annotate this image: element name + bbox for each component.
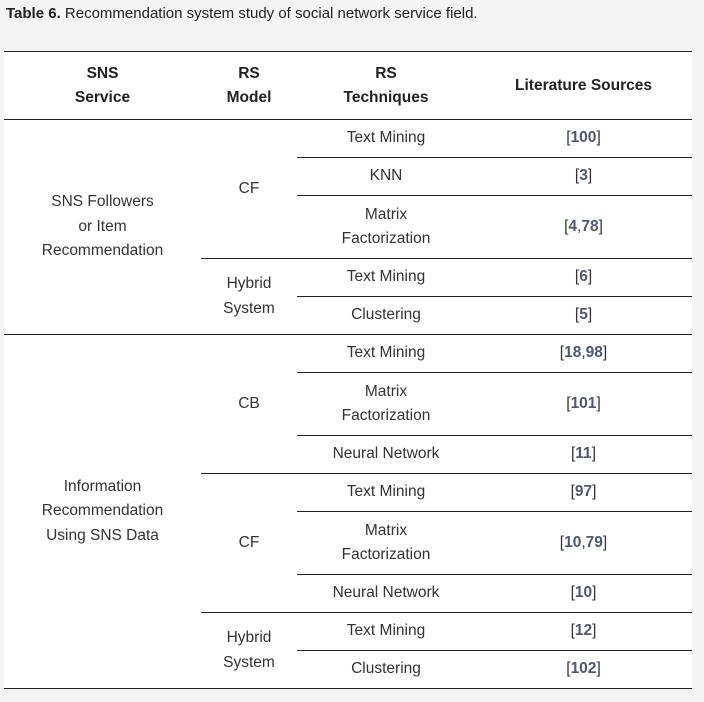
cell-literature-sources bbox=[475, 373, 692, 436]
model-line: System bbox=[223, 653, 275, 671]
citation-link[interactable]: 98 bbox=[585, 344, 603, 362]
citation-link[interactable]: 5 bbox=[579, 306, 588, 324]
model-line: CF bbox=[238, 179, 260, 197]
citation-link[interactable]: 6 bbox=[579, 268, 588, 286]
bracket-close: ] bbox=[587, 306, 593, 324]
bracket-close: ] bbox=[591, 445, 596, 463]
table-caption-label: Table 6. bbox=[6, 5, 61, 22]
citation-link[interactable]: 12 bbox=[574, 622, 593, 640]
service-line: or Item bbox=[78, 217, 127, 235]
bracket-close: ] bbox=[602, 533, 608, 551]
citation-link[interactable]: 4 bbox=[568, 217, 578, 235]
citation-link[interactable]: 11 bbox=[575, 445, 592, 463]
bracket-close: ] bbox=[598, 217, 603, 235]
header-rs-model bbox=[201, 52, 297, 120]
cell-rs-technique bbox=[297, 259, 475, 297]
header-line: Service bbox=[74, 88, 131, 106]
cell-rs-model bbox=[201, 120, 297, 259]
bracket-close: ] bbox=[602, 344, 608, 362]
technique-line: Text Mining bbox=[346, 622, 426, 640]
service-line: SNS Followers bbox=[51, 193, 154, 211]
technique-line: Neural Network bbox=[332, 445, 440, 463]
cell-rs-technique bbox=[297, 158, 475, 196]
header-row bbox=[4, 52, 692, 120]
bracket-open: [ bbox=[564, 217, 569, 235]
technique-line: Text Mining bbox=[346, 268, 426, 286]
technique-line: Text Mining bbox=[346, 483, 426, 501]
service-line: Using SNS Data bbox=[46, 526, 159, 544]
header-line: Model bbox=[226, 88, 272, 106]
table-caption-text: Recommendation system study of social network service field. bbox=[60, 5, 478, 22]
model-line: Hybrid bbox=[226, 629, 272, 646]
service-line: Information bbox=[63, 477, 142, 495]
technique-line: KNN bbox=[369, 167, 403, 185]
bracket-open: [ bbox=[574, 268, 580, 286]
citation-separator: , bbox=[581, 344, 586, 362]
model-line: CF bbox=[238, 533, 260, 551]
technique-line: Matrix bbox=[364, 382, 408, 400]
citation-link[interactable]: 97 bbox=[574, 483, 593, 501]
cell-literature-sources bbox=[475, 474, 692, 512]
cell-rs-model bbox=[201, 613, 297, 689]
cell-rs-model bbox=[201, 474, 297, 613]
cell-sns-service bbox=[4, 120, 201, 335]
citation-link[interactable]: 78 bbox=[581, 217, 599, 235]
bracket-open: [ bbox=[570, 622, 575, 640]
citation-link[interactable]: 18 bbox=[564, 344, 582, 362]
cell-literature-sources bbox=[475, 575, 692, 613]
citation-link[interactable]: 3 bbox=[579, 167, 588, 185]
citation-link[interactable]: 102 bbox=[570, 660, 597, 678]
cell-literature-sources bbox=[475, 259, 692, 297]
table-row bbox=[4, 335, 692, 373]
bracket-close: ] bbox=[587, 167, 593, 185]
header-line: Techniques bbox=[343, 88, 429, 106]
bracket-close: ] bbox=[592, 622, 597, 640]
bracket-close: ] bbox=[596, 660, 601, 678]
citation-link[interactable]: 101 bbox=[570, 394, 597, 412]
cell-literature-sources bbox=[475, 297, 692, 335]
bracket-close: ] bbox=[592, 483, 597, 501]
bracket-open: [ bbox=[566, 394, 571, 412]
header-line: SNS bbox=[86, 64, 119, 82]
cell-rs-technique bbox=[297, 297, 475, 335]
service-line: Recommendation bbox=[41, 242, 164, 260]
cell-sns-service bbox=[4, 335, 201, 689]
cell-rs-technique bbox=[297, 613, 475, 651]
cell-rs-technique bbox=[297, 120, 475, 158]
bracket-close: ] bbox=[592, 584, 597, 602]
cell-literature-sources bbox=[475, 512, 692, 575]
bracket-open: [ bbox=[570, 445, 576, 463]
table-caption bbox=[6, 5, 478, 22]
bracket-open: [ bbox=[566, 129, 571, 147]
cell-literature-sources bbox=[475, 120, 692, 158]
cell-literature-sources bbox=[475, 158, 692, 196]
cell-rs-technique bbox=[297, 335, 475, 373]
bracket-open: [ bbox=[570, 584, 575, 602]
citation-link[interactable]: 10 bbox=[574, 584, 593, 602]
cell-rs-technique bbox=[297, 512, 475, 575]
cell-rs-technique bbox=[297, 196, 475, 259]
technique-line: Clustering bbox=[351, 306, 421, 324]
technique-line: Text Mining bbox=[346, 129, 426, 147]
technique-line: Factorization bbox=[341, 230, 431, 247]
header-sns-service bbox=[4, 52, 201, 120]
model-line: Hybrid bbox=[226, 275, 272, 292]
cell-literature-sources bbox=[475, 436, 692, 474]
citation-separator: , bbox=[581, 533, 586, 551]
cell-rs-technique bbox=[297, 474, 475, 512]
bracket-open: [ bbox=[570, 483, 575, 501]
header-line: RS bbox=[375, 64, 397, 82]
bracket-open: [ bbox=[559, 533, 565, 551]
cell-rs-technique bbox=[297, 651, 475, 689]
cell-rs-model bbox=[201, 259, 297, 335]
model-line: CB bbox=[238, 394, 260, 412]
technique-line: Text Mining bbox=[346, 344, 426, 362]
cell-rs-model bbox=[201, 335, 297, 474]
bracket-close: ] bbox=[587, 268, 593, 286]
cell-literature-sources bbox=[475, 335, 692, 373]
recommendation-table bbox=[4, 51, 692, 689]
header-rs-techniques bbox=[297, 52, 475, 120]
technique-line: Neural Network bbox=[332, 584, 440, 602]
technique-line: Clustering bbox=[351, 660, 421, 678]
technique-line: Matrix bbox=[364, 205, 408, 223]
header-literature-sources: Literature Sources bbox=[475, 52, 692, 120]
citation-separator: , bbox=[577, 217, 582, 235]
citation-link[interactable]: 10 bbox=[564, 533, 582, 551]
cell-literature-sources bbox=[475, 196, 692, 259]
cell-literature-sources bbox=[475, 651, 692, 689]
cell-rs-technique bbox=[297, 373, 475, 436]
bracket-open: [ bbox=[574, 306, 580, 324]
cell-literature-sources bbox=[475, 613, 692, 651]
table-container bbox=[4, 51, 692, 689]
technique-line: Factorization bbox=[341, 546, 431, 563]
bracket-open: [ bbox=[566, 660, 571, 678]
bracket-close: ] bbox=[596, 394, 601, 412]
technique-line: Matrix bbox=[364, 521, 408, 539]
bracket-close: ] bbox=[596, 129, 601, 147]
bracket-open: [ bbox=[574, 167, 580, 185]
header-line: RS bbox=[238, 64, 260, 82]
technique-line: Factorization bbox=[341, 407, 431, 424]
model-line: System bbox=[223, 299, 275, 317]
table-body bbox=[4, 120, 692, 689]
table-row bbox=[4, 120, 692, 158]
citation-link[interactable]: 100 bbox=[570, 129, 597, 147]
citation-link[interactable]: 79 bbox=[585, 533, 603, 551]
cell-rs-technique bbox=[297, 575, 475, 613]
service-line: Recommendation bbox=[41, 502, 164, 520]
cell-rs-technique bbox=[297, 436, 475, 474]
bracket-open: [ bbox=[559, 344, 565, 362]
